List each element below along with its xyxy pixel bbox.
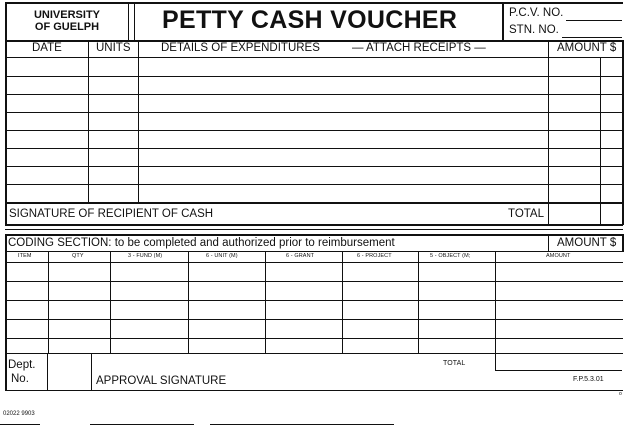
coding-amount-header: AMOUNT $ <box>557 237 617 249</box>
station-number-field[interactable] <box>562 25 622 37</box>
coding-column-project: 6 - PROJECT <box>357 253 392 259</box>
bottom-edge-line <box>90 424 194 425</box>
corner-mark: o <box>619 391 622 397</box>
column-header-amount: AMOUNT $ <box>557 42 617 54</box>
coding-column-fund: 3 - FUND (M) <box>128 253 163 259</box>
coding-section-title: CODING SECTION: to be completed and authorized prior to reimbursement <box>8 237 395 249</box>
coding-total-label: TOTAL <box>443 360 466 367</box>
voucher-title: PETTY CASH VOUCHER <box>162 6 458 34</box>
column-header-date: DATE <box>32 42 62 54</box>
coding-column-item: ITEM <box>18 253 32 259</box>
coding-column-amount: AMOUNT <box>546 253 571 259</box>
coding-column-qty: QTY <box>72 253 84 259</box>
university-name: UNIVERSITY OF GUELPH <box>33 9 100 33</box>
recipient-signature-field[interactable] <box>200 207 490 221</box>
coding-column-grant: 6 - GRANT <box>286 253 315 259</box>
bottom-edge-line <box>210 424 394 425</box>
station-number-label: STN. NO. <box>509 24 559 36</box>
dept-label: Dept. <box>8 359 36 371</box>
coding-column-object: 5 - OBJECT (M; <box>430 253 471 259</box>
attach-receipts-note: — ATTACH RECEIPTS — <box>352 42 486 54</box>
pcv-number-field[interactable] <box>566 8 622 20</box>
coding-column-unit: 6 - UNIT (M) <box>206 253 238 259</box>
recipient-signature-label: SIGNATURE OF RECIPIENT OF CASH <box>9 208 214 220</box>
coding-total-field[interactable] <box>500 356 618 368</box>
expenditures-total-label: TOTAL <box>508 208 544 220</box>
bottom-edge-line <box>0 424 40 425</box>
approval-signature-label: APPROVAL SIGNATURE <box>96 375 227 387</box>
stock-number: 02022 9903 <box>3 411 35 417</box>
dept-number-field[interactable] <box>50 360 88 386</box>
dept-number-label: No. <box>11 373 29 385</box>
approval-signature-field[interactable] <box>230 374 530 388</box>
expenditures-total-field[interactable] <box>552 207 596 221</box>
column-header-units: UNITS <box>96 42 131 54</box>
column-header-details: DETAILS OF EXPENDITURES <box>161 42 320 54</box>
form-code: F.P.5.3.01 <box>573 376 604 383</box>
pcv-number-label: P.C.V. NO. <box>509 7 564 19</box>
